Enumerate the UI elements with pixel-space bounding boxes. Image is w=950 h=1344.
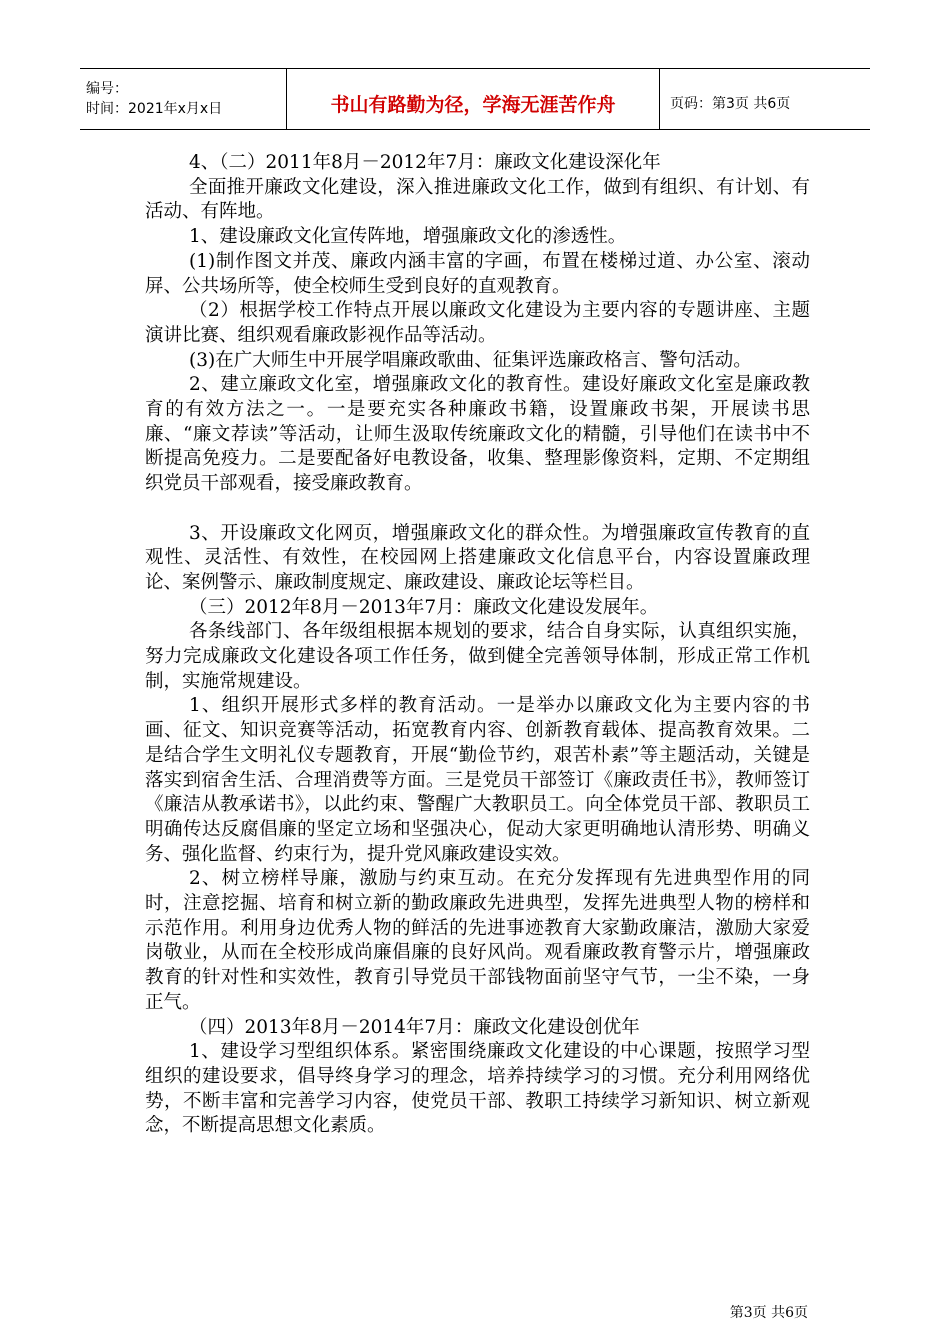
document-body [145,151,810,1139]
section-heading: （三）2012年8月－2013年7月：廉政文化建设发展年。 [189,596,659,618]
paragraph: 2、建立廉政文化室，增强廉政文化的教育性。建设好廉政文化室是廉政教育的有效方法之一。一是要充实各种廉政书籍，设置廉政书架，开展读书思廉、“廉文荐读”等活动，让师生汲取传统廉政文化的精髓，引导他们在读书中不断提高免疫力。二是要配备好电教设备，收集、整理影像资料，定期、不定期组织党员干部观看，接受廉政教育。 [145,374,810,495]
paragraph: 1、建设廉政文化宣传阵地，增强廉政文化的渗透性。 [189,226,627,248]
paragraph: 1、组织开展形式多样的教育活动。一是举办以廉政文化为主要内容的书画、征文、知识竞赛等活动，拓宽教育内容、创新教育载体、提高教育效果。二是结合学生文明礼仪专题教育，开展“勤俭节约，艰苦朴素”等主题活动，关键是落实到宿舍生活、合理消费等方面。三是党员干部签订《廉政责任书》，教师签订《廉洁从教承诺书》，以此约束、警醒广大教职员工。向全体党员干部、教职员工明确传达反腐倡廉的坚定立场和坚强决心，促动大家更明确地认清形势、明确义务、强化监督、约束行为，提升党风廉政建设实效。 [145,695,810,865]
section-heading: 4、（二）2011年8月－2012年7月：廉政文化建设深化年 [189,152,661,173]
paragraph: (1)制作图文并茂、廉政内涵丰富的字画，布置在楼梯过道、办公室、滚动屏、公共场所等，使全校师生受到良好的直观教育。 [145,250,810,297]
paragraph: 2、树立榜样导廉，激励与约束互动。在充分发挥现有先进典型作用的同时，注意挖掘、培育和树立新的勤政廉政先进典型，发挥先进典型人物的榜样和示范作用。利用身边优秀人物的鲜活的先进事迹教育大家勤政廉洁，激励大家爱岗敬业，从而在全校形成尚廉倡廉的良好风尚。观看廉政教育警示片，增强廉政教育的针对性和实效性，教育引导党员干部钱物面前坚守气节，一尘不染，一身正气。 [145,868,810,1013]
section-heading: （四）2013年8月－2014年7月：廉政文化建设创优年 [189,1016,640,1038]
document-number-label: 编号： [86,81,128,97]
paragraph: (3)在广大师生中开展学唱廉政歌曲、征集评选廉政格言、警句活动。 [189,349,752,371]
paragraph: （2）根据学校工作特点开展以廉政文化建设为主要内容的专题讲座、主题演讲比赛、组织观看廉政影视作品等活动。 [145,300,810,346]
paragraph: 全面推开廉政文化建设，深入推进廉政文化工作，做到有组织、有计划、有活动、有阵地。 [145,176,810,223]
page-footer [730,1302,808,1322]
paragraph: 3、开设廉政文化网页，增强廉政文化的群众性。为增强廉政宣传教育的直观性、灵活性、有效性，在校园网上搭建廉政文化信息平台，内容设置廉政理论、案例警示、廉政制度规定、廉政建设、廉政论坛等栏目。 [145,522,810,593]
header-motto [287,69,660,129]
header-meta [80,69,287,129]
paragraph: 各条线部门、各年级组根据本规划的要求，结合自身实际，认真组织实施，努力完成廉政文化建设各项工作任务，做到健全完善领导体制，形成正常工作机制，实施常规建设。 [145,621,810,692]
header-page-label: 页码：第3页 共6页 [670,96,791,112]
motto-text: 书山有路勤为径，学海无涯苦作舟 [330,93,616,116]
footer-page-number: 第3页 共6页 [729,1305,808,1321]
page-header [80,68,870,130]
header-page-info [660,69,870,129]
document-time-label: 时间：2021年x月x日 [86,101,223,117]
paragraph: 1、建设学习型组织体系。紧密围绕廉政文化建设的中心课题，按照学习型组织的建设要求，倡导终身学习的理念，培养持续学习的习惯。充分利用网络优势，不断丰富和完善学习内容，使党员干部、教职工持续学习新知识、树立新观念，不断提高思想文化素质。 [145,1041,810,1137]
